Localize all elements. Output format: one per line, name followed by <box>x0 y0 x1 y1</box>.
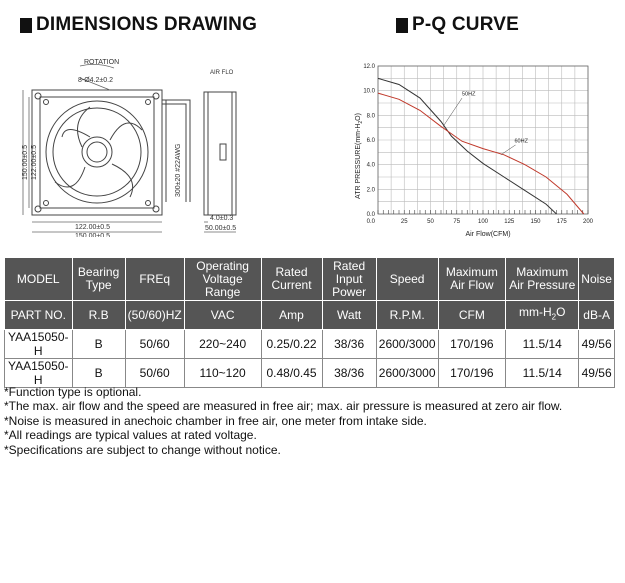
height-outer-label: 150.00±0.5 <box>22 145 29 180</box>
unit-cell: VAC <box>184 301 261 330</box>
unit-cell: R.B <box>72 301 125 330</box>
x-tick-label: 50 <box>427 219 434 225</box>
table-cell: 0.48/0.45 <box>261 359 322 388</box>
table-cell: 50/60 <box>125 359 184 388</box>
x-tick-label: 25 <box>400 219 408 225</box>
x-tick-label: 100 <box>477 219 489 225</box>
header-cell: Operating Voltage Range <box>184 258 261 301</box>
height-inner-label: 122.00±0.5 <box>31 145 38 180</box>
y-tick-label: 2.0 <box>366 187 375 194</box>
table-cell: 49/56 <box>579 330 615 359</box>
y-tick-label: 0.0 <box>366 212 375 218</box>
header-cell: MODEL <box>5 258 73 301</box>
unit-cell: R.P.M. <box>376 301 438 330</box>
table-row <box>5 330 615 359</box>
airflow-label: AIR FLO <box>210 70 234 76</box>
spec-table <box>4 257 615 388</box>
note-line: *Specifications are subject to change without notice. <box>4 442 281 457</box>
unit-cell: PART NO. <box>5 301 73 330</box>
label-60hz: 60HZ <box>514 138 528 145</box>
unit-cell: dB-A <box>579 301 615 330</box>
note-line: *Noise is measured in anechoic chamber in free air, one meter from intake side. <box>4 413 427 428</box>
title-square-icon <box>20 18 32 33</box>
unit-cell: $mm-H_2O$ <box>506 301 579 330</box>
table-cell: B <box>72 359 125 388</box>
note-line: *Function type is optional. <box>4 385 142 399</box>
table-cell: 11.5/14 <box>506 359 579 388</box>
header-cell: Speed <box>376 258 438 301</box>
rotation-label: ROTATION <box>84 59 120 66</box>
series-line-50hz <box>378 78 557 214</box>
dimensions-title-text: DIMENSIONS DRAWING <box>36 14 258 35</box>
y-tick-label: 4.0 <box>366 162 375 169</box>
y-tick-label: 6.0 <box>366 138 375 144</box>
wire-label: 300±20 #22AWG <box>175 143 182 197</box>
table-cell: 0.25/0.22 <box>261 330 322 359</box>
table-header-row <box>5 258 615 301</box>
dimensions-drawing <box>20 52 250 237</box>
table-cell: YAA15050-H <box>5 330 73 359</box>
width-outer-label: 150.00±0.5 <box>75 233 110 237</box>
table-cell: 110~120 <box>184 359 261 388</box>
unit-cell: (50/60)HZ <box>125 301 184 330</box>
fan-side-view <box>204 92 236 215</box>
fan-front-view <box>32 90 162 215</box>
table-cell: 170/196 <box>438 330 506 359</box>
header-cell: Noise <box>579 258 615 301</box>
depth-small-label: 4.0±0.3 <box>210 215 234 222</box>
header-cell: Maximum Air Pressure <box>506 258 579 301</box>
y-tick-label: 8.0 <box>366 113 375 120</box>
x-tick-label: 175 <box>556 219 567 225</box>
label-60hz-leader <box>501 145 516 155</box>
notes <box>4 385 562 457</box>
width-inner-label: 122.00±0.5 <box>75 224 110 231</box>
series-line-60hz <box>378 93 584 214</box>
x-axis-label: Air Flow(CFM) <box>465 231 511 238</box>
header-cell: Maximum Air Flow <box>438 258 506 301</box>
y-axis-label: ATR $PRESSURE(mm-H_2O)$ <box>355 113 364 199</box>
x-tick-label: 200 <box>582 219 594 225</box>
table-cell: 2600/3000 <box>376 330 438 359</box>
table-cell: 220~240 <box>184 330 261 359</box>
unit-cell: Watt <box>322 301 376 330</box>
table-cell: B <box>72 330 125 359</box>
title-square-icon <box>396 18 408 33</box>
table-cell: 38/36 <box>322 359 376 388</box>
x-tick-label: 150 <box>530 219 541 225</box>
table-cell: 11.5/14 <box>506 330 579 359</box>
header-cell: Bearing Type <box>72 258 125 301</box>
table-row <box>5 359 615 388</box>
x-tick-label: 75 <box>453 219 461 225</box>
note-line: *All readings are typical values at rated voltage. <box>4 428 257 443</box>
table-cell: 50/60 <box>125 330 184 359</box>
dimensions-drawing-title <box>20 14 257 36</box>
table-cell: 170/196 <box>438 359 506 388</box>
table-unit-row <box>5 301 615 330</box>
holes-label: 8-Ø4.2±0.2 <box>78 77 113 84</box>
pq-title-text: P-Q CURVE <box>412 14 520 35</box>
note-line: *The max. air flow and the speed are measured in free air; max. air pressure is measured at zero air flow. <box>4 399 563 414</box>
y-tick-label: 0.0 <box>366 219 375 225</box>
pq-curve-title <box>396 14 519 36</box>
x-tick-label: 125 <box>504 219 515 225</box>
label-50hz-leader <box>443 98 462 126</box>
chart-grid <box>378 66 588 214</box>
table-cell: 38/36 <box>322 330 376 359</box>
header-cell: FREq <box>125 258 184 301</box>
unit-cell: CFM <box>438 301 506 330</box>
header-cell: Rated Input Power <box>322 258 376 301</box>
y-tick-label: 12.0 <box>363 64 375 70</box>
pq-curve-chart <box>320 56 610 244</box>
depth-label: 50.00±0.5 <box>205 225 237 232</box>
table-cell: YAA15050-H <box>5 359 73 388</box>
label-50hz: 50HZ <box>462 91 476 98</box>
table-cell: 49/56 <box>579 359 615 388</box>
unit-cell: Amp <box>261 301 322 330</box>
y-tick-label: 10.0 <box>363 88 375 95</box>
table-cell: 2600/3000 <box>376 359 438 388</box>
header-cell: Rated Current <box>261 258 322 301</box>
